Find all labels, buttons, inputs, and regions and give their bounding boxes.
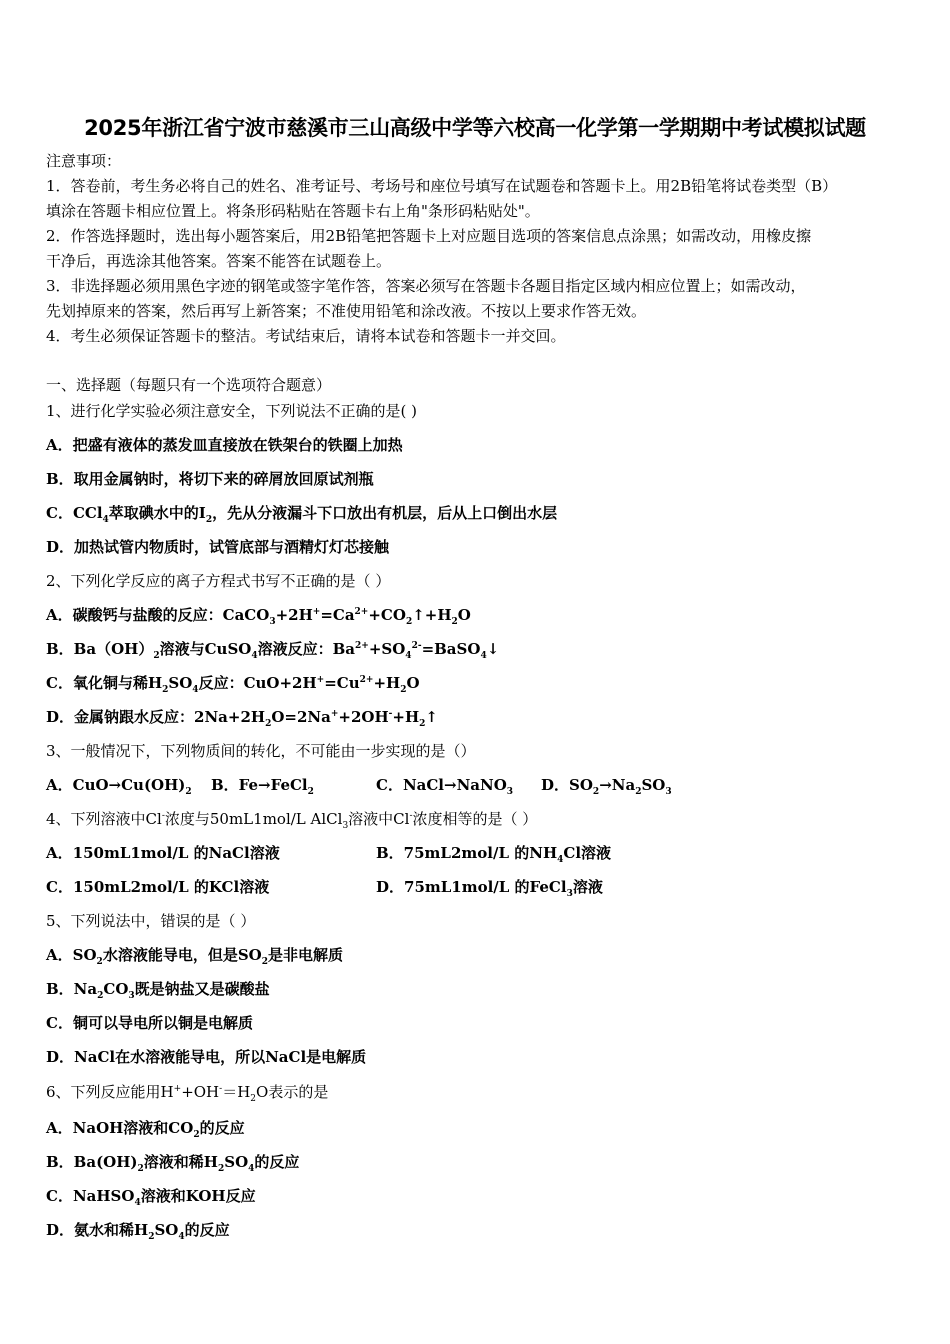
- q5-option-d: D．NaCl在水溶液能导电，所以NaCl是电解质: [46, 1048, 367, 1066]
- question-4-stem: 4、下列溶液中Cl-浓度与50mL1mol/L AlCl$_3$溶液中Cl-浓度相等的是（ ）: [46, 810, 538, 831]
- q2-option-a: A．碳酸钙与盐酸的反应：$CaCO_3+2H^+=Ca^{2+}+CO_2↑+H_2O$: [46, 606, 471, 627]
- q1-option-a: A．把盛有液体的蒸发皿直接放在铁架台的铁圈上加热: [46, 436, 403, 454]
- q3-option-a: A．$CuO\to Cu(OH)_2$: [46, 776, 192, 797]
- q4-option-b: B．75mL2mol/L 的$NH_4Cl$溶液: [376, 844, 612, 865]
- q2-option-d: D．金属钠跟水反应：$2Na+2H_2O=2Na^++2OH^-+H_2↑$: [46, 708, 438, 729]
- section-heading: 一、选择题（每题只有一个选项符合题意）: [46, 376, 332, 394]
- q3-option-d: D．$SO_2\to Na_2SO_3$: [541, 776, 672, 797]
- q1-option-b: B．取用金属钠时，将切下来的碎屑放回原试剂瓶: [46, 470, 374, 488]
- question-3-stem: 3、一般情况下，下列物质间的转化，不可能由一步实现的是（）: [46, 742, 476, 760]
- notice-line: 填涂在答题卡相应位置上。将条形码粘贴在答题卡右上角"条形码粘贴处"。: [46, 202, 540, 220]
- question-2-stem: 2、下列化学反应的离子方程式书写不正确的是（ ）: [46, 572, 391, 590]
- notice-line: 3．非选择题必须用黑色字迹的钢笔或签字笔作答，答案必须写在答题卡各题目指定区域内相应位置上；如需改动，: [46, 277, 806, 295]
- q6-option-c: C．NaHSO$_4$溶液和KOH反应: [46, 1187, 256, 1208]
- question-6-stem: 6、下列反应能用$H^++OH^-=H_2O$表示的是: [46, 1083, 329, 1104]
- q3-option-b: B．Fe→FeCl$_2$: [211, 776, 314, 797]
- notice-line: 1．答卷前，考生务必将自己的姓名、准考证号、考场号和座位号填写在试题卷和答题卡上。用2B铅笔将试卷类型（B）: [46, 177, 838, 195]
- q5-option-b: B．$Na_2CO_3$既是钠盐又是碳酸盐: [46, 980, 270, 1001]
- q2-option-b: B．$Ba(OH)_2$溶液与CuSO$_4$溶液反应：$Ba^{2+}+SO_4^{2-}=BaSO_4↓$: [46, 640, 500, 661]
- q5-option-c: C．铜可以导电所以铜是电解质: [46, 1014, 253, 1032]
- q6-option-d: D．氨水和稀$H_2SO_4$的反应: [46, 1221, 230, 1242]
- q5-option-a: A．$SO_2$水溶液能导电，但是$SO_2$是非电解质: [46, 946, 343, 967]
- notice-line: 先划掉原来的答案，然后再写上新答案；不准使用铅笔和涂改液。不按以上要求作答无效。: [46, 302, 647, 320]
- notice-line: 4．考生必须保证答题卡的整洁。考试结束后，请将本试卷和答题卡一并交回。: [46, 327, 566, 345]
- q1-option-c: C．CCl$_4$萃取碘水中的$I_2$，先从分液漏斗下口放出有机层，后从上口倒出水层: [46, 504, 558, 525]
- q1-option-d: D．加热试管内物质时，试管底部与酒精灯灯芯接触: [46, 538, 390, 556]
- q4-option-a: A．150mL1mol/L 的NaCl溶液: [46, 844, 280, 862]
- q2-option-c: C．氧化铜与稀$H_2SO_4$反应：$CuO+2H^+=Cu^{2+}+H_2O$: [46, 674, 420, 695]
- q6-option-a: A．NaOH溶液和$CO_2$的反应: [46, 1119, 245, 1140]
- notice-line: 干净后，再选涂其他答案。答案不能答在试题卷上。: [46, 252, 392, 270]
- notice-line: 2．作答选择题时，选出每小题答案后，用2B铅笔把答题卡上对应题目选项的答案信息点涂黑；如需改动，用橡皮擦: [46, 227, 812, 245]
- q6-option-b: B．$Ba(OH)_2$溶液和稀$H_2SO_4$的反应: [46, 1153, 300, 1174]
- q3-option-c: C．NaCl→NaNO$_3$: [376, 776, 514, 797]
- q4-option-d: D．75mL1mol/L 的FeCl$_3$溶液: [376, 878, 603, 899]
- question-1-stem: 1、进行化学实验必须注意安全，下列说法不正确的是( ): [46, 402, 418, 420]
- question-5-stem: 5、下列说法中，错误的是（ ）: [46, 912, 256, 930]
- q4-option-c: C．150mL2mol/L 的KCl溶液: [46, 878, 270, 896]
- notice-heading: 注意事项：: [46, 152, 122, 170]
- page-title: 2025年浙江省宁波市慈溪市三山高级中学等六校高一化学第一学期期中考试模拟试题: [84, 116, 866, 140]
